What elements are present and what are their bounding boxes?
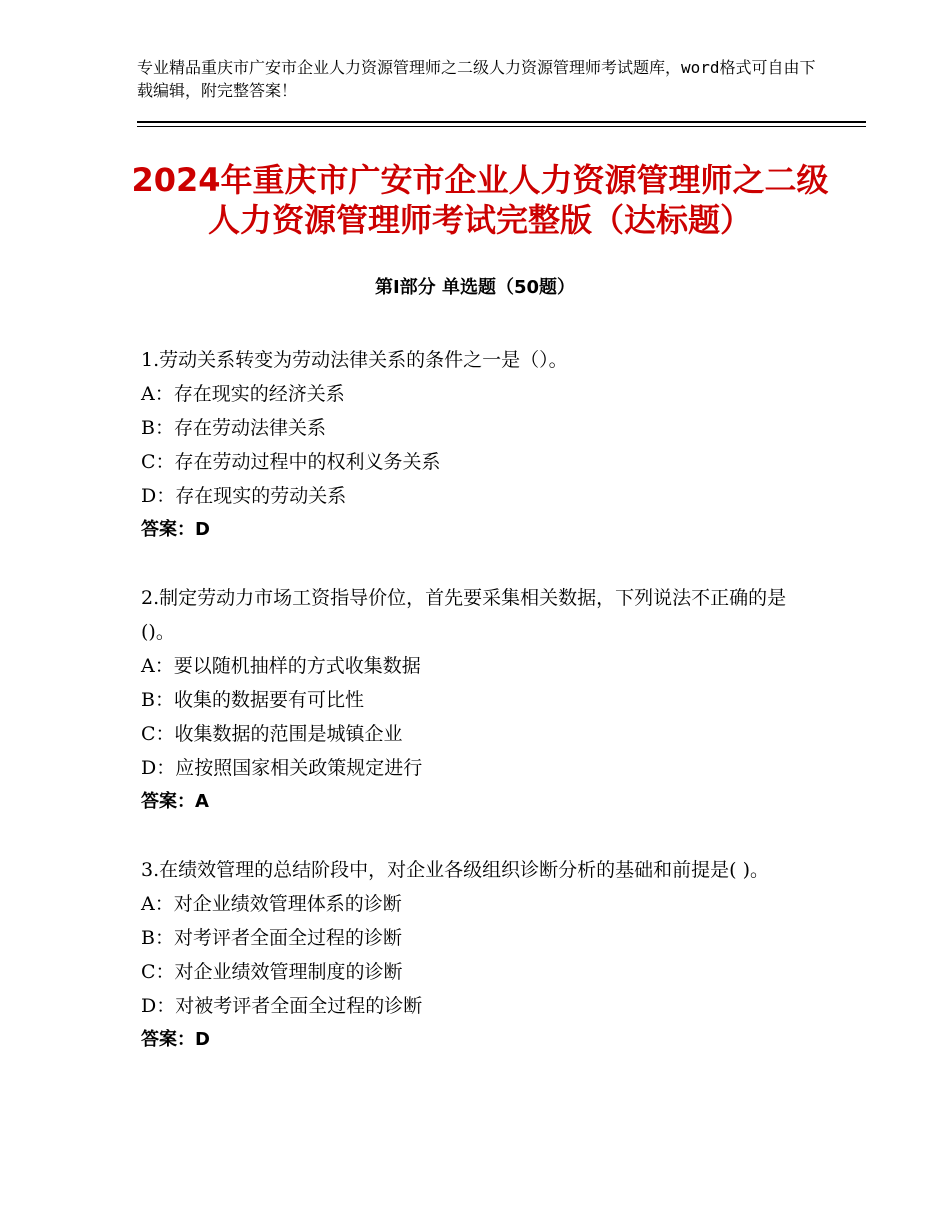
option-b: B：存在劳动法律关系 — [141, 417, 326, 439]
answer: 答案：D — [141, 1029, 210, 1050]
document-title: 2024年重庆市广安市企业人力资源管理师之二级人力资源管理师考试完整版（达标题） — [131, 161, 829, 239]
option-a: A：要以随机抽样的方式收集数据 — [141, 655, 421, 677]
option-c: C：收集数据的范围是城镇企业 — [141, 723, 403, 745]
question-1 — [141, 343, 811, 547]
section-heading: 第Ⅰ部分 单选题（50题） — [374, 277, 575, 298]
option-d: D：对被考评者全面全过程的诊断 — [141, 995, 423, 1017]
option-d: D：存在现实的劳动关系 — [141, 485, 347, 507]
header-rule-thin — [137, 126, 866, 127]
question-3 — [141, 853, 811, 1057]
answer: 答案：D — [141, 519, 210, 540]
option-a: A：对企业绩效管理体系的诊断 — [141, 893, 402, 915]
question-stem: 1.劳动关系转变为劳动法律关系的条件之一是（）。 — [141, 349, 568, 371]
option-a: A：存在现实的经济关系 — [141, 383, 345, 405]
question-2 — [141, 581, 811, 819]
header-note: 专业精品重庆市广安市企业人力资源管理师之二级人力资源管理师考试题库，word格式可自由下载编辑，附完整答案！ — [137, 58, 816, 100]
option-b: B：收集的数据要有可比性 — [141, 689, 364, 711]
question-stem: 2.制定劳动力市场工资指导价位，首先要采集相关数据，下列说法不正确的是()。 — [141, 587, 787, 643]
option-b: B：对考评者全面全过程的诊断 — [141, 927, 402, 949]
answer: 答案：A — [141, 791, 209, 812]
header-rule-thick — [137, 121, 866, 123]
option-c: C：存在劳动过程中的权利义务关系 — [141, 451, 441, 473]
option-d: D：应按照国家相关政策规定进行 — [141, 757, 423, 779]
option-c: C：对企业绩效管理制度的诊断 — [141, 961, 403, 983]
question-stem: 3.在绩效管理的总结阶段中，对企业各级组织诊断分析的基础和前提是( )。 — [141, 859, 769, 881]
